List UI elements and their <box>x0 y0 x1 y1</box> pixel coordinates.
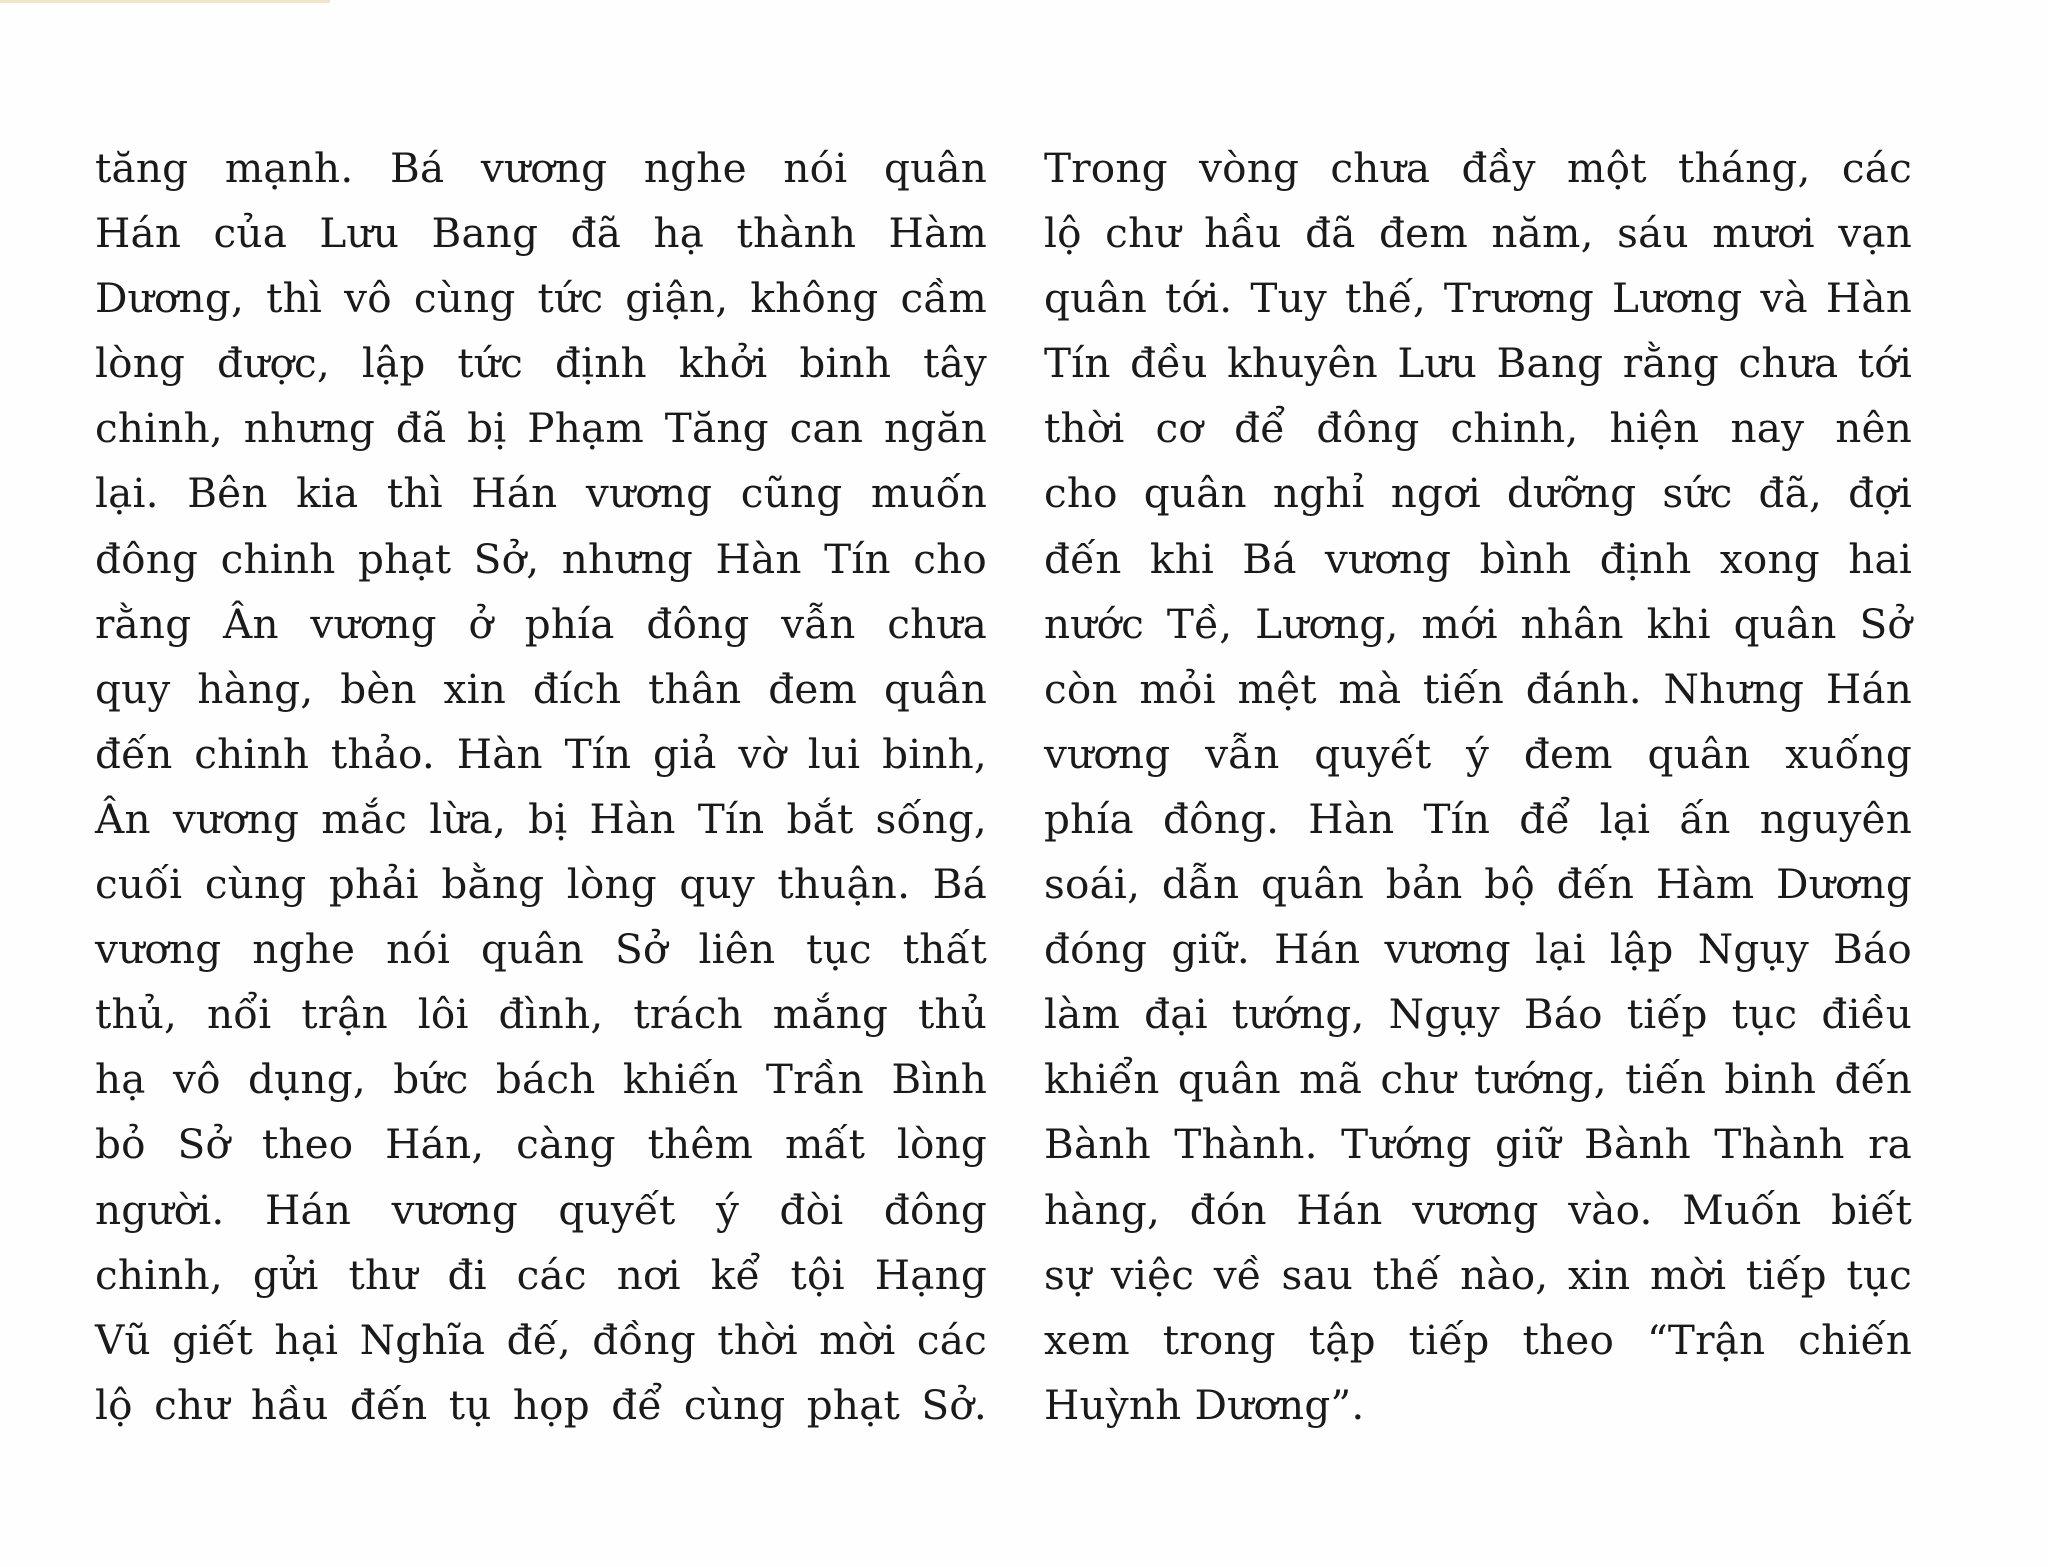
text-line: Bành Thành. Tướng giữ Bành Thành ra <box>1044 1120 1912 1169</box>
text-line: lòng được, lập tức định khởi binh tây <box>95 339 987 388</box>
text-line: Hán của Lưu Bang đã hạ thành Hàm <box>95 209 987 258</box>
text-line: rằng Ân vương ở phía đông vẫn chưa <box>95 599 987 648</box>
text-line: chinh, gửi thư đi các nơi kể tội Hạng <box>95 1250 987 1299</box>
text-line: hạ vô dụng, bức bách khiến Trần Bình <box>95 1055 987 1104</box>
text-line: Dương, thì vô cùng tức giận, không cầm <box>95 274 987 323</box>
text-line: còn mỏi mệt mà tiến đánh. Nhưng Hán <box>1044 664 1912 713</box>
text-line: đóng giữ. Hán vương lại lập Ngụy Báo <box>1044 925 1912 974</box>
text-line: bỏ Sở theo Hán, càng thêm mất lòng <box>95 1120 987 1169</box>
text-line: vương vẫn quyết ý đem quân xuống <box>1044 729 1912 778</box>
text-line: lại. Bên kia thì Hán vương cũng muốn <box>95 469 987 518</box>
text-line: thời cơ để đông chinh, hiện nay nên <box>1044 404 1912 453</box>
text-line: hàng, đón Hán vương vào. Muốn biết <box>1044 1185 1912 1234</box>
text-line: Trong vòng chưa đầy một tháng, các <box>1044 144 1912 192</box>
text-line: tăng mạnh. Bá vương nghe nói quân <box>95 144 987 192</box>
text-line: Vũ giết hại Nghĩa đế, đồng thời mời các <box>95 1315 987 1364</box>
text-line: quy hàng, bèn xin đích thân đem quân <box>95 664 987 713</box>
text-line: lộ chư hầu đến tụ họp để cùng phạt Sở. <box>95 1380 987 1429</box>
text-line: đến chinh thảo. Hàn Tín giả vờ lui binh, <box>95 729 987 778</box>
text-line: cho quân nghỉ ngơi dưỡng sức đã, đợi <box>1044 469 1912 518</box>
text-line: phía đông. Hàn Tín để lại ấn nguyên <box>1044 794 1912 843</box>
text-line: đông chinh phạt Sở, nhưng Hàn Tín cho <box>95 534 987 583</box>
text-line: quân tới. Tuy thế, Trương Lương và Hàn <box>1044 274 1912 323</box>
right-text-column <box>1044 136 1912 1438</box>
left-text-column <box>95 136 987 1438</box>
text-line: sự việc về sau thế nào, xin mời tiếp tục <box>1044 1250 1912 1299</box>
text-line: soái, dẫn quân bản bộ đến Hàm Dương <box>1044 860 1912 909</box>
text-line: người. Hán vương quyết ý đòi đông <box>95 1185 987 1234</box>
text-line: đến khi Bá vương bình định xong hai <box>1044 534 1912 583</box>
text-line: lộ chư hầu đã đem năm, sáu mươi vạn <box>1044 209 1912 258</box>
text-line: xem trong tập tiếp theo “Trận chiến <box>1044 1315 1912 1364</box>
text-line: Ân vương mắc lừa, bị Hàn Tín bắt sống, <box>95 794 987 843</box>
text-line: cuối cùng phải bằng lòng quy thuận. Bá <box>95 860 987 909</box>
text-line: chinh, nhưng đã bị Phạm Tăng can ngăn <box>95 404 987 453</box>
text-line: làm đại tướng, Ngụy Báo tiếp tục điều <box>1044 990 1912 1039</box>
text-line: nước Tề, Lương, mới nhân khi quân Sở <box>1044 599 1912 648</box>
text-line: Tín đều khuyên Lưu Bang rằng chưa tới <box>1044 339 1912 388</box>
text-line: khiển quân mã chư tướng, tiến binh đến <box>1044 1055 1912 1104</box>
text-line: thủ, nổi trận lôi đình, trách mắng thủ <box>95 990 987 1039</box>
text-line: vương nghe nói quân Sở liên tục thất <box>95 925 987 974</box>
page-edge-mark <box>0 0 330 3</box>
text-line: Huỳnh Dương”. <box>1044 1380 1365 1429</box>
